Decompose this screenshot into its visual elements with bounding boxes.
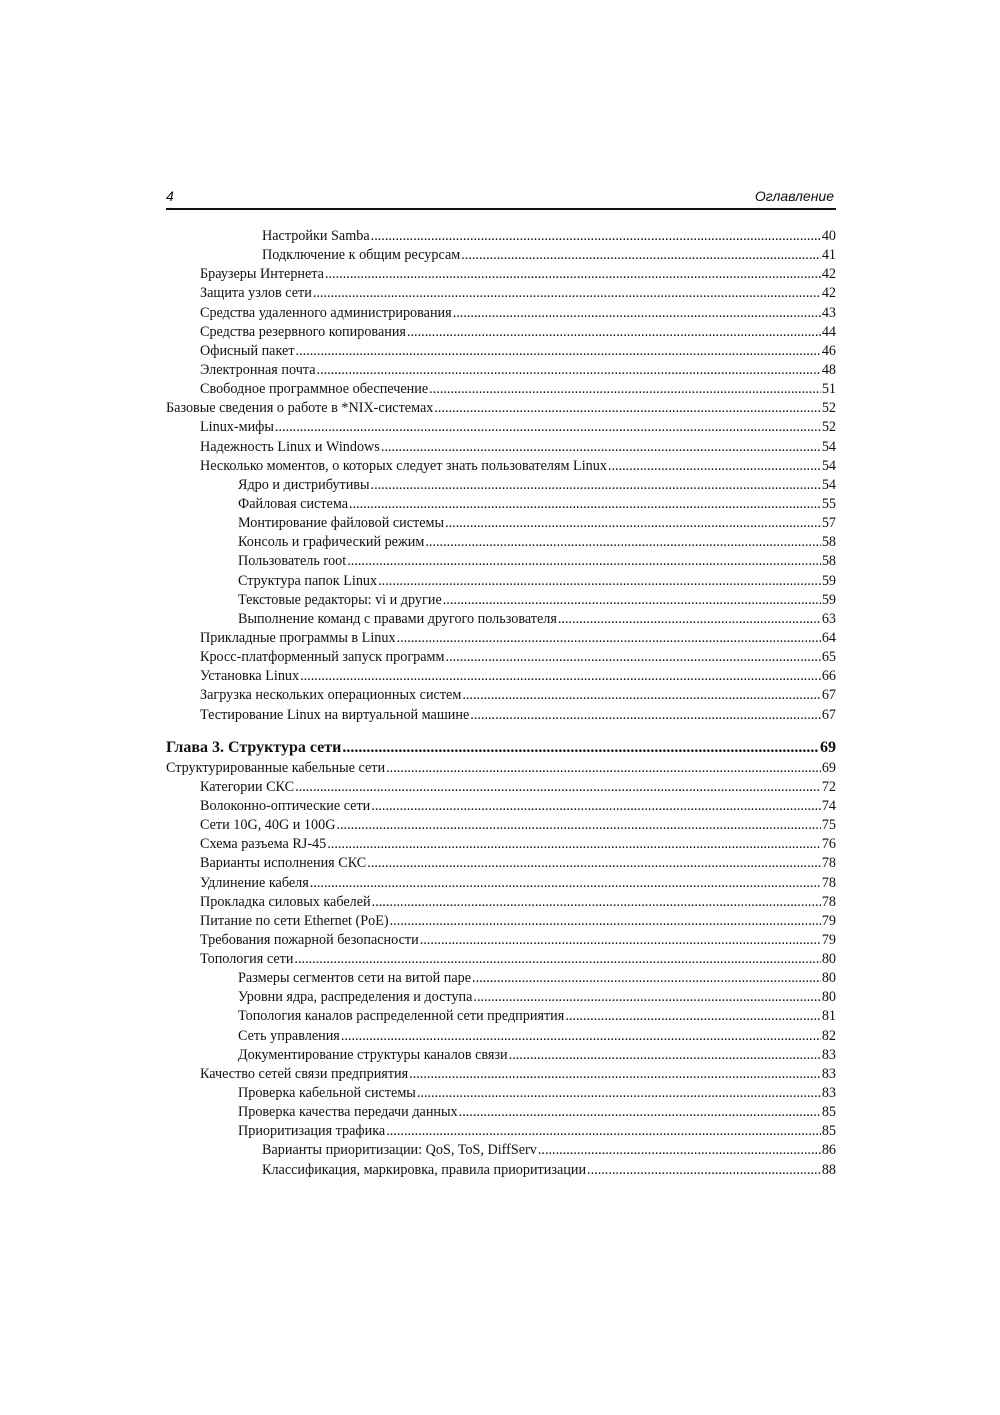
toc-entry-title: Волоконно-оптические сети — [200, 797, 371, 814]
leader-dots — [443, 591, 821, 610]
toc-entry — [166, 380, 836, 399]
toc-entry — [166, 648, 836, 667]
toc-entry-page: 80 — [821, 951, 836, 968]
section-gap — [166, 725, 836, 737]
toc-entry — [166, 969, 836, 988]
leader-dots — [386, 759, 821, 778]
toc-entry-page: 54 — [821, 476, 836, 493]
toc-entry — [166, 706, 836, 725]
toc-entry — [166, 1103, 836, 1122]
toc-entry-title: Топология сети — [200, 951, 294, 968]
toc-entry-page: 76 — [821, 836, 836, 853]
toc-entry — [166, 1027, 836, 1046]
leader-dots — [341, 1027, 821, 1046]
toc-entry — [166, 629, 836, 648]
leader-dots — [409, 1065, 821, 1084]
leader-dots — [407, 323, 821, 342]
toc-entry-title: Монтирование файловой системы — [238, 515, 445, 532]
toc-entry-title: Настройки Samba — [262, 228, 370, 244]
toc-entry — [166, 686, 836, 705]
page-number: 4 — [166, 188, 174, 204]
leader-dots — [565, 1007, 821, 1026]
leader-dots — [390, 912, 821, 931]
toc-entry-title: Средства резервного копирования — [200, 323, 406, 340]
toc-entry-page: 52 — [821, 400, 836, 417]
leader-dots — [473, 988, 820, 1007]
toc-entry-page: 63 — [821, 610, 836, 627]
toc-entry — [166, 835, 836, 854]
toc-entry-title: Загрузка нескольких операционных систем — [200, 687, 462, 704]
toc-entry-page: 83 — [821, 1065, 836, 1082]
toc-entry — [166, 1141, 836, 1160]
toc-entry-title: Базовые сведения о работе в *NIX-системах — [166, 400, 434, 417]
toc-entry-page: 79 — [821, 912, 836, 929]
toc-section-a — [166, 227, 836, 725]
toc-entry-title: Офисный пакет — [200, 342, 295, 359]
leader-dots — [462, 686, 820, 705]
toc-entry-title: Средства удаленного администрирования — [200, 304, 452, 321]
toc-entry-page: 78 — [821, 855, 836, 872]
toc-entry — [166, 438, 836, 457]
toc-entry-page: 88 — [821, 1161, 836, 1178]
leader-dots — [509, 1046, 821, 1065]
toc-entry-page: 44 — [821, 323, 836, 340]
toc-entry-title: Прокладка силовых кабелей — [200, 893, 371, 910]
leader-dots — [367, 854, 821, 873]
toc-entry-title: Linux-мифы — [200, 419, 274, 436]
toc-entry-title: Категории СКС — [200, 778, 295, 795]
toc-entry — [166, 1065, 836, 1084]
leader-dots — [446, 648, 821, 667]
leader-dots — [336, 816, 820, 835]
toc-entry-title: Варианты приоритизации: QoS, ToS, DiffServ — [262, 1142, 537, 1159]
running-title: Оглавление — [754, 188, 834, 204]
toc-entry-page: 48 — [821, 361, 836, 378]
leader-dots — [386, 1122, 821, 1141]
toc-entry-page: 80 — [821, 970, 836, 987]
toc-entry-title: Топология каналов распределенной сети предприятия — [238, 1008, 565, 1025]
chapter-heading — [166, 737, 836, 759]
leader-dots — [295, 778, 821, 797]
toc-entry — [166, 854, 836, 873]
toc-entry — [166, 912, 836, 931]
toc-entry-title: Кросс-платформенный запуск программ — [200, 649, 445, 666]
leader-dots — [317, 361, 821, 380]
toc-entry-title: Варианты исполнения СКС — [200, 855, 367, 872]
toc-entry — [166, 610, 836, 629]
toc-entry-page: 78 — [821, 874, 836, 891]
toc-entry-title: Размеры сегментов сети на витой паре — [238, 970, 472, 987]
toc-entry-page: 80 — [821, 989, 836, 1006]
toc-entry — [166, 246, 836, 265]
toc-entry-title: Сети 10G, 40G и 100G — [200, 817, 336, 834]
leader-dots — [342, 737, 819, 759]
leader-dots — [558, 610, 821, 629]
toc-entry-page: 85 — [821, 1104, 836, 1121]
toc-entry — [166, 265, 836, 284]
toc-entry-title: Классификация, маркировка, правила приоритизации — [262, 1161, 587, 1178]
toc-entry — [166, 950, 836, 969]
toc-entry-page: 58 — [821, 553, 836, 570]
toc-entry — [166, 816, 836, 835]
leader-dots — [371, 227, 821, 246]
toc-entry — [166, 1084, 836, 1103]
toc-entry-title: Требования пожарной безопасности — [200, 931, 419, 948]
toc-entry — [166, 284, 836, 303]
leader-dots — [538, 1141, 821, 1160]
toc-section-b — [166, 759, 836, 1180]
toc-entry-page: 65 — [821, 649, 836, 666]
toc-entry — [166, 552, 836, 571]
toc-entry-page: 66 — [821, 668, 836, 685]
leader-dots — [371, 476, 821, 495]
toc-entry-page: 52 — [821, 419, 836, 436]
leader-dots — [381, 438, 821, 457]
toc-entry-page: 54 — [821, 457, 836, 474]
leader-dots — [587, 1161, 821, 1180]
toc-entry-title: Текстовые редакторы: vi и другие — [238, 591, 442, 608]
toc-entry-title: Защита узлов сети — [200, 285, 312, 302]
toc-entry — [166, 591, 836, 610]
toc-entry — [166, 304, 836, 323]
toc-entry-title: Сеть управления — [238, 1027, 340, 1044]
toc-entry-title: Файловая система — [238, 495, 349, 512]
toc-entry-page: 64 — [821, 629, 836, 646]
leader-dots — [294, 950, 820, 969]
toc-entry — [166, 778, 836, 797]
toc-entry-title: Схема разъема RJ-45 — [200, 836, 327, 853]
toc-entry — [166, 361, 836, 380]
toc-entry — [166, 1007, 836, 1026]
toc-entry — [166, 399, 836, 418]
toc-entry-title: Проверка качества передачи данных — [238, 1104, 458, 1121]
toc-entry-title: Несколько моментов, о которых следует знать пользователям Linux — [200, 457, 607, 474]
toc-entry-page: 74 — [821, 797, 836, 814]
toc-entry-page: 55 — [821, 495, 836, 512]
toc-entry-page: 78 — [821, 893, 836, 910]
leader-dots — [472, 969, 821, 988]
leader-dots — [470, 706, 821, 725]
leader-dots — [372, 893, 821, 912]
toc-entry-title: Удлинение кабеля — [200, 874, 309, 891]
toc-entry-title: Структура папок Linux — [238, 572, 378, 589]
leader-dots — [417, 1084, 821, 1103]
leader-dots — [300, 667, 821, 686]
toc-entry-page: 59 — [821, 572, 836, 589]
leader-dots — [327, 835, 821, 854]
toc-entry-title: Выполнение команд с правами другого пользователя — [238, 610, 557, 627]
leader-dots — [461, 246, 821, 265]
toc-entry-page: 59 — [821, 591, 836, 608]
toc-entry-title: Проверка кабельной системы — [238, 1085, 416, 1102]
leader-dots — [310, 874, 821, 893]
page-header — [166, 186, 836, 210]
toc-entry — [166, 227, 836, 246]
toc-entry-page: 43 — [821, 304, 836, 321]
leader-dots — [425, 533, 820, 552]
leader-dots — [429, 380, 821, 399]
toc-entry-title: Установка Linux — [200, 668, 300, 685]
toc-entry-title: Прикладные программы в Linux — [200, 629, 396, 646]
toc-entry — [166, 874, 836, 893]
toc-entry — [166, 759, 836, 778]
toc-entry-title: Приоритизация трафика — [238, 1123, 386, 1140]
leader-dots — [313, 284, 821, 303]
toc-entry — [166, 931, 836, 950]
toc-entry-page: 86 — [821, 1142, 836, 1159]
toc-entry-title: Консоль и графический режим — [238, 534, 425, 551]
leader-dots — [347, 552, 821, 571]
toc-entry — [166, 797, 836, 816]
toc-entry — [166, 1161, 836, 1180]
leader-dots — [453, 304, 821, 323]
leader-dots — [420, 931, 821, 950]
chapter-title: Глава 3. Структура сети — [166, 738, 342, 756]
toc-entry — [166, 457, 836, 476]
toc-entry-page: 46 — [821, 342, 836, 359]
toc-entry — [166, 476, 836, 495]
leader-dots — [296, 342, 821, 361]
toc-entry-page: 72 — [821, 778, 836, 795]
toc-entry-page: 69 — [821, 759, 836, 776]
toc-entry — [166, 418, 836, 437]
toc-entry — [166, 1122, 836, 1141]
leader-dots — [325, 265, 821, 284]
toc-entry-page: 83 — [821, 1046, 836, 1063]
toc-entry-title: Пользователь root — [238, 553, 347, 570]
toc-entry — [166, 342, 836, 361]
toc-entry — [166, 533, 836, 552]
toc-entry-title: Документирование структуры каналов связи — [238, 1046, 508, 1063]
toc-entry-title: Тестирование Linux на виртуальной машине — [200, 706, 470, 723]
toc-entry-page: 42 — [821, 266, 836, 283]
toc-entry-page: 57 — [821, 515, 836, 532]
toc-entry-page: 67 — [821, 687, 836, 704]
leader-dots — [349, 495, 821, 514]
toc-entry-page: 51 — [821, 381, 836, 398]
leader-dots — [445, 514, 821, 533]
toc-entry-page: 75 — [821, 817, 836, 834]
toc-entry-title: Подключение к общим ресурсам — [262, 247, 461, 264]
toc-entry-title: Качество сетей связи предприятия — [200, 1065, 409, 1082]
toc-entry — [166, 572, 836, 591]
toc-entry — [166, 1046, 836, 1065]
toc-entry — [166, 988, 836, 1007]
leader-dots — [378, 572, 821, 591]
toc-entry-page: 79 — [821, 931, 836, 948]
toc-entry-title: Уровни ядра, распределения и доступа — [238, 989, 473, 1006]
toc-entry — [166, 323, 836, 342]
toc-entry-title: Ядро и дистрибутивы — [238, 476, 370, 493]
toc-entry-title: Браузеры Интернета — [200, 266, 324, 283]
leader-dots — [275, 418, 821, 437]
toc-entry-page: 83 — [821, 1085, 836, 1102]
chapter-page: 69 — [820, 738, 836, 756]
toc-entry — [166, 667, 836, 686]
leader-dots — [608, 457, 821, 476]
toc-entry-title: Свободное программное обеспечение — [200, 381, 429, 398]
toc-entry-page: 85 — [821, 1123, 836, 1140]
toc-entry-page: 54 — [821, 438, 836, 455]
toc-entry-page: 58 — [821, 534, 836, 551]
toc-entry-page: 67 — [821, 706, 836, 723]
leader-dots — [397, 629, 821, 648]
leader-dots — [371, 797, 821, 816]
leader-dots — [459, 1103, 821, 1122]
toc-entry-page: 42 — [821, 285, 836, 302]
toc-entry-page: 40 — [821, 228, 836, 244]
toc-entry-page: 82 — [821, 1027, 836, 1044]
toc-entry-title: Надежность Linux и Windows — [200, 438, 380, 455]
toc-entry-page: 81 — [821, 1008, 836, 1025]
toc-entry-page: 41 — [821, 247, 836, 264]
toc-entry — [166, 893, 836, 912]
table-of-contents — [166, 227, 836, 1180]
leader-dots — [434, 399, 820, 418]
toc-entry — [166, 514, 836, 533]
toc-entry-title: Питание по сети Ethernet (PoE) — [200, 912, 389, 929]
toc-entry-title: Структурированные кабельные сети — [166, 759, 386, 776]
toc-entry-title: Электронная почта — [200, 361, 316, 378]
toc-entry — [166, 495, 836, 514]
